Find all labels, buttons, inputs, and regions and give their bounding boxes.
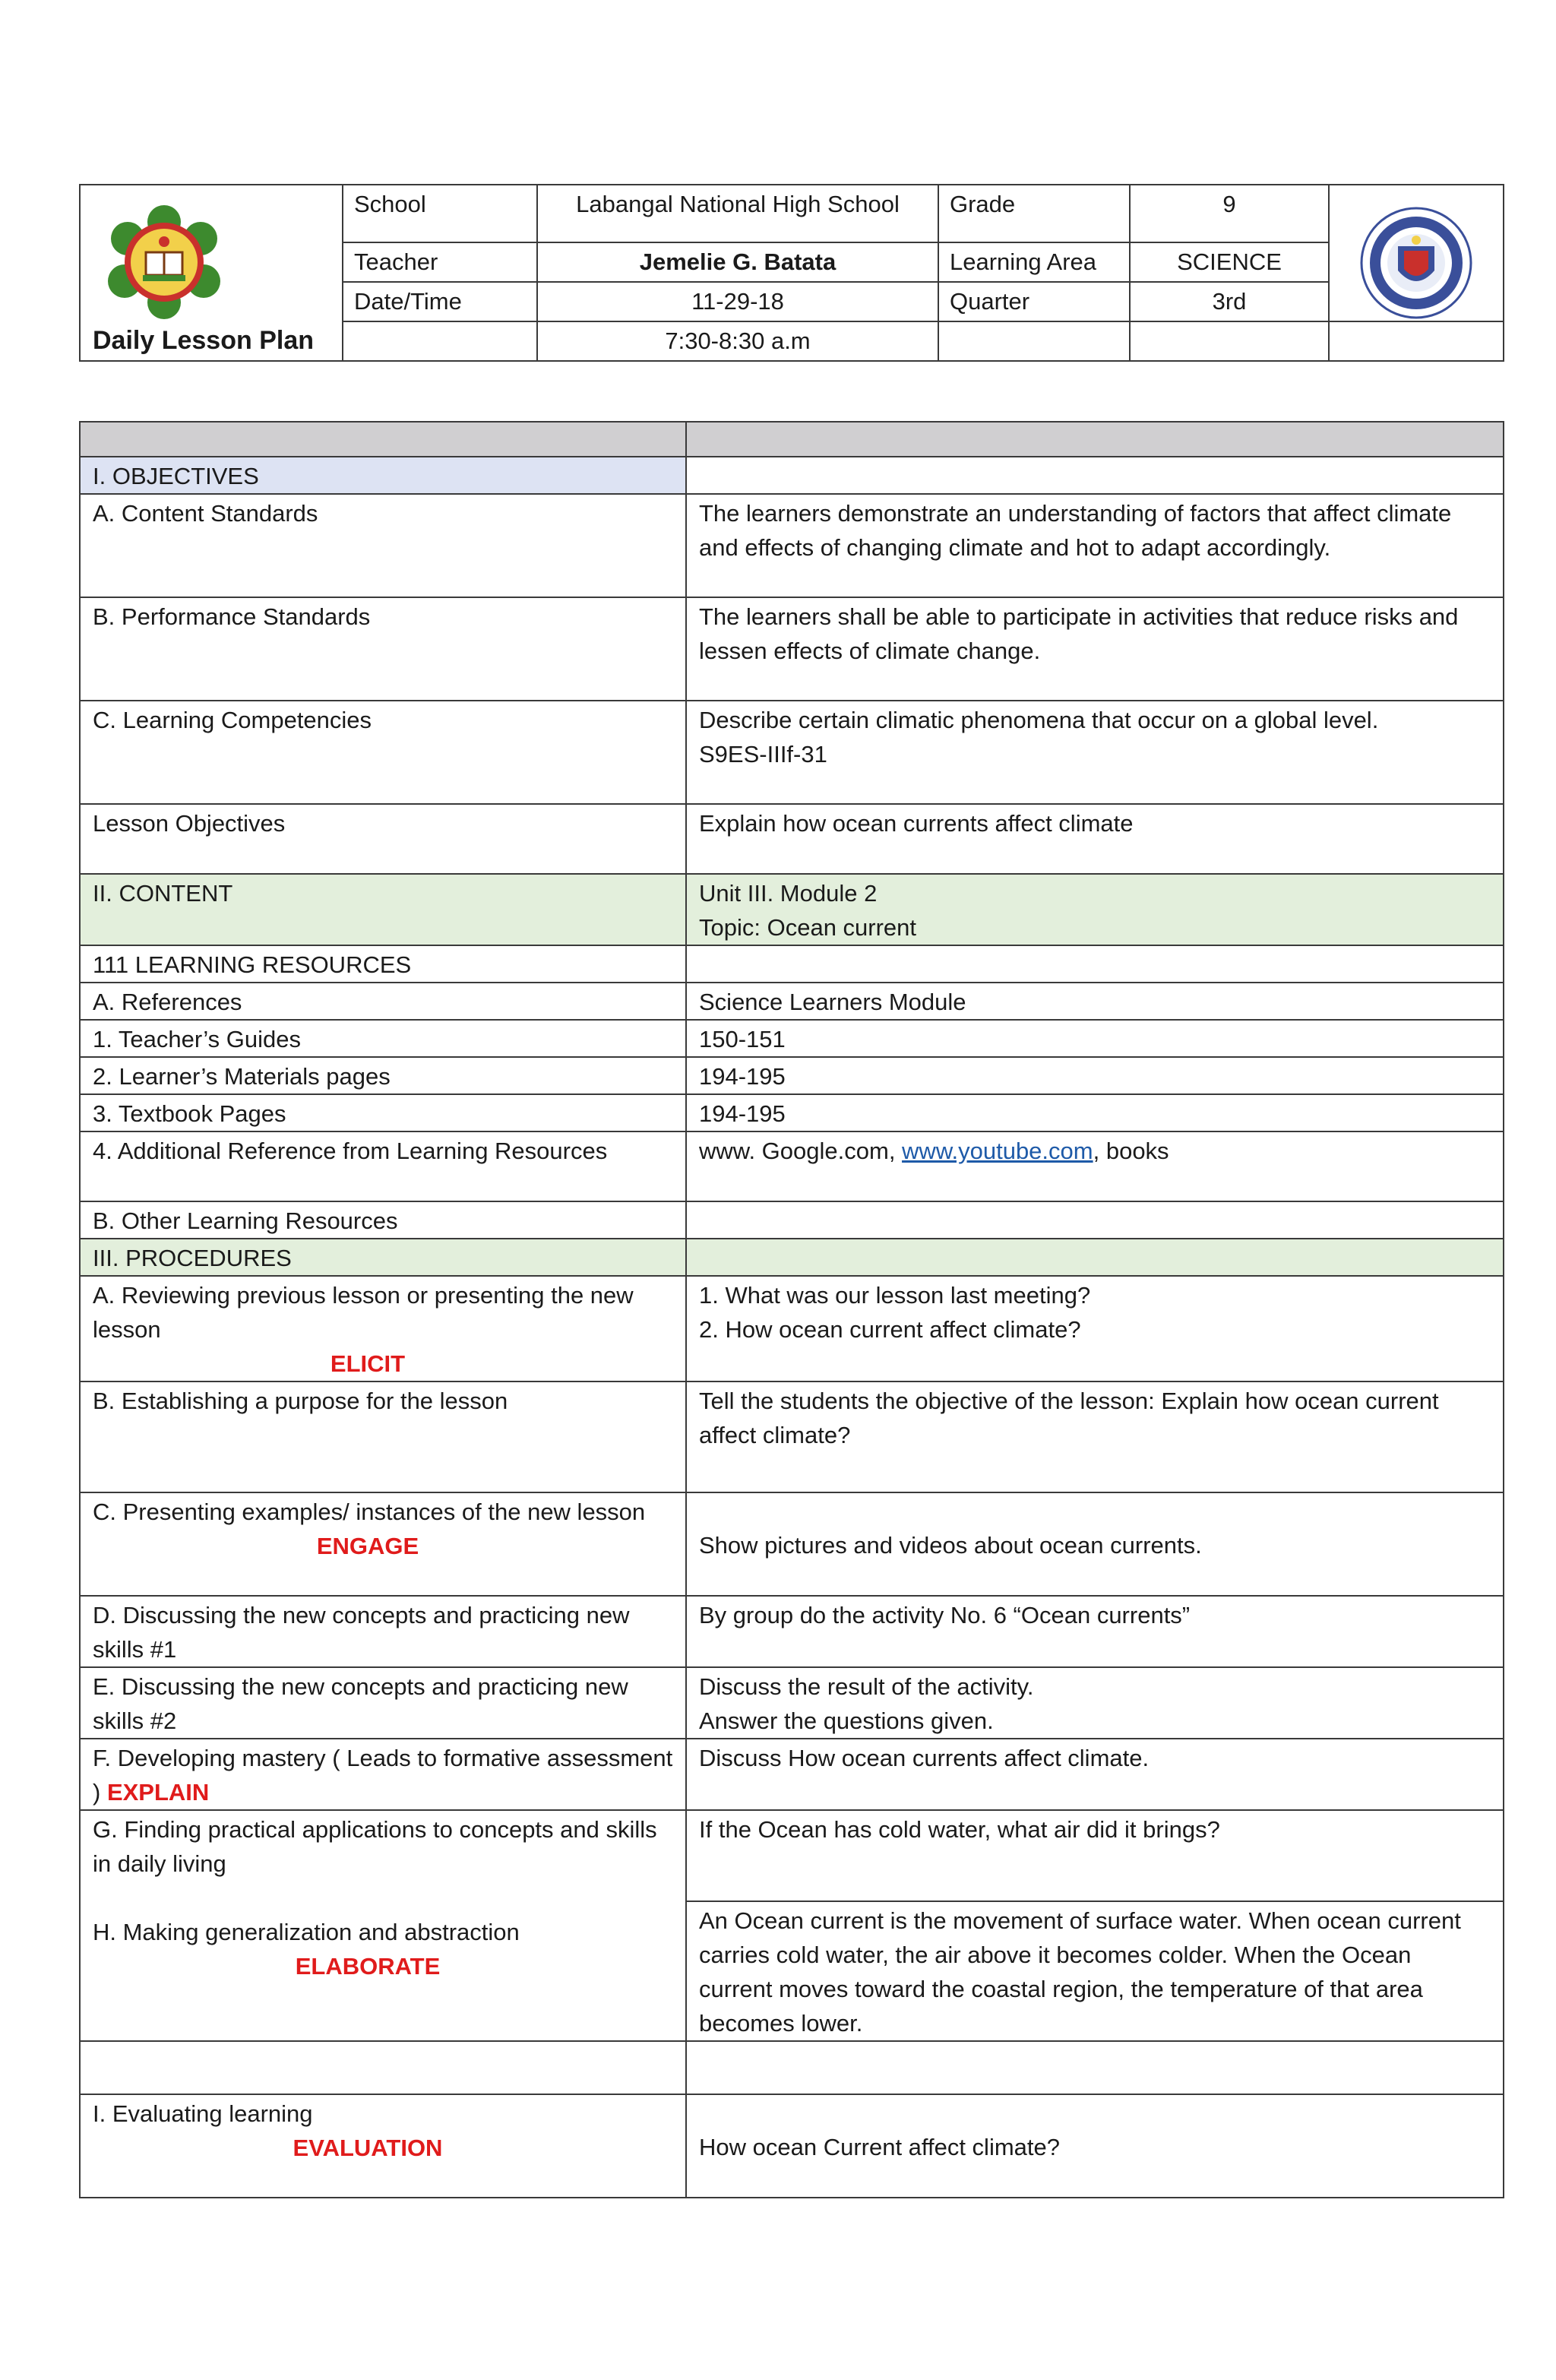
procedure-e-line: Answer the questions given. — [699, 1707, 994, 1734]
table-row — [80, 457, 1504, 494]
objectives-heading: I. OBJECTIVES — [80, 457, 686, 494]
content-unit: Unit III. Module 2 — [699, 880, 878, 907]
performance-standards-label: B. Performance Standards — [80, 597, 686, 701]
school-label: School — [343, 185, 537, 242]
procedure-f-label: F. Developing mastery ( Leads to formative assessment ) — [93, 1745, 673, 1806]
explain-tag: EXPLAIN — [106, 1779, 210, 1806]
procedure-gh-cell — [80, 1810, 686, 2041]
table-row — [80, 804, 1504, 874]
procedure-d-label: D. Discussing the new concepts and practicing new skills #1 — [80, 1596, 686, 1667]
procedure-g-label: G. Finding practical applications to concepts and skills in daily living — [93, 1816, 657, 1877]
procedure-a-label: A. Reviewing previous lesson or presenting the new lesson — [93, 1282, 634, 1343]
document-title: Daily Lesson Plan — [93, 326, 314, 355]
learners-materials-label: 2. Learner’s Materials pages — [80, 1057, 686, 1094]
school-seal-icon — [103, 205, 225, 319]
youtube-link[interactable]: www.youtube.com — [902, 1138, 1093, 1164]
teacher-value: Jemelie G. Batata — [537, 242, 938, 282]
lesson-table — [79, 421, 1504, 2198]
procedures-heading: III. PROCEDURES — [80, 1239, 686, 1276]
procedure-i-label: I. Evaluating learning — [93, 2100, 313, 2127]
datetime-label: Date/Time — [343, 282, 537, 321]
procedure-h-label: H. Making generalization and abstraction — [93, 1919, 520, 1945]
empty-cell — [1329, 321, 1504, 361]
table-row — [80, 494, 1504, 597]
procedure-c-label: C. Presenting examples/ instances of the new lesson — [93, 1499, 646, 1525]
table-row — [80, 1381, 1504, 1492]
textbook-pages-label: 3. Textbook Pages — [80, 1094, 686, 1131]
table-row — [80, 1057, 1504, 1094]
school-value: Labangal National High School — [537, 185, 938, 242]
empty-cell — [686, 1201, 1504, 1239]
procedure-i-cell — [80, 2094, 686, 2198]
procedure-e-line: Discuss the result of the activity. — [699, 1673, 1034, 1700]
learning-resources-heading: 111 LEARNING RESOURCES — [80, 945, 686, 983]
grade-label: Grade — [938, 185, 1130, 242]
table-row — [80, 1094, 1504, 1131]
table-header-row — [80, 422, 1504, 457]
references-label: A. References — [80, 983, 686, 1020]
content-topic: Topic: Ocean current — [699, 914, 917, 941]
other-resources-label: B. Other Learning Resources — [80, 1201, 686, 1239]
deped-logo-cell — [1329, 185, 1504, 321]
date-value: 11-29-18 — [537, 282, 938, 321]
procedure-e-value — [686, 1667, 1504, 1739]
empty-cell — [80, 422, 686, 457]
learners-materials-value: 194-195 — [686, 1057, 1504, 1094]
procedure-a-cell — [80, 1276, 686, 1381]
teachers-guides-value: 150-151 — [686, 1020, 1504, 1057]
procedure-b-label: B. Establishing a purpose for the lesson — [80, 1381, 686, 1492]
competencies-line: Describe certain climatic phenomena that occur on a global level. — [699, 707, 1379, 733]
table-row — [80, 2041, 1504, 2094]
lesson-objectives-label: Lesson Objectives — [80, 804, 686, 874]
empty-cell — [686, 457, 1504, 494]
school-logo-cell — [80, 185, 343, 361]
elaborate-tag: ELABORATE — [295, 1953, 441, 1980]
procedure-b-value: Tell the students the objective of the lesson: Explain how ocean current affect climate? — [686, 1381, 1504, 1492]
table-row — [80, 701, 1504, 804]
teachers-guides-label: 1. Teacher’s Guides — [80, 1020, 686, 1057]
procedure-f-value: Discuss How ocean currents affect climate. — [686, 1739, 1504, 1810]
learning-competencies-label: C. Learning Competencies — [80, 701, 686, 804]
deped-seal-icon — [1360, 207, 1472, 319]
engage-tag: ENGAGE — [316, 1533, 419, 1559]
learning-area-value: SCIENCE — [1130, 242, 1329, 282]
table-row — [80, 597, 1504, 701]
additional-reference-label: 4. Additional Reference from Learning Resources — [80, 1131, 686, 1201]
table-row — [80, 1492, 1504, 1596]
content-value — [686, 874, 1504, 945]
table-row — [80, 1020, 1504, 1057]
header-table — [79, 184, 1504, 362]
procedure-a-question: 2. How ocean current affect climate? — [699, 1316, 1081, 1343]
table-row — [80, 1810, 1504, 1901]
grade-value: 9 — [1130, 185, 1329, 242]
procedure-c-cell — [80, 1492, 686, 1596]
elicit-tag: ELICIT — [330, 1350, 406, 1377]
table-row — [80, 2094, 1504, 2198]
table-row — [80, 983, 1504, 1020]
empty-cell — [686, 945, 1504, 983]
additional-reference-text: www. Google.com, — [699, 1138, 903, 1164]
table-row — [80, 1239, 1504, 1276]
learning-competencies-value — [686, 701, 1504, 804]
table-row — [80, 874, 1504, 945]
procedure-d-value: By group do the activity No. 6 “Ocean currents” — [686, 1596, 1504, 1667]
quarter-label: Quarter — [938, 282, 1130, 321]
empty-cell — [80, 2041, 686, 2094]
competency-code: S9ES-IIIf-31 — [699, 741, 827, 767]
table-row — [80, 1201, 1504, 1239]
time-value: 7:30-8:30 a.m — [537, 321, 938, 361]
empty-cell — [686, 422, 1504, 457]
empty-cell — [343, 321, 537, 361]
procedure-e-label: E. Discussing the new concepts and practicing new skills #2 — [80, 1667, 686, 1739]
teacher-label: Teacher — [343, 242, 537, 282]
table-row — [80, 1596, 1504, 1667]
content-heading: II. CONTENT — [80, 874, 686, 945]
procedure-g-value: If the Ocean has cold water, what air did it brings? — [686, 1810, 1504, 1901]
procedure-f-cell — [80, 1739, 686, 1810]
content-standards-label: A. Content Standards — [80, 494, 686, 597]
performance-standards-value: The learners shall be able to participate in activities that reduce risks and lessen effects of climate change. — [686, 597, 1504, 701]
procedure-a-question: 1. What was our lesson last meeting? — [699, 1282, 1091, 1309]
table-row — [80, 1739, 1504, 1810]
procedure-i-value: How ocean Current affect climate? — [686, 2094, 1504, 2198]
procedure-h-value: An Ocean current is the movement of surface water. When ocean current carries cold water, the air above it becomes colder. When the Ocean current moves toward the coastal region, the temperature of that area becomes lower. — [686, 1901, 1504, 2041]
table-row — [80, 1667, 1504, 1739]
empty-cell — [686, 1239, 1504, 1276]
learning-area-label: Learning Area — [938, 242, 1130, 282]
procedure-c-value: Show pictures and videos about ocean currents. — [686, 1492, 1504, 1596]
spacer — [93, 1881, 673, 1915]
table-row — [80, 945, 1504, 983]
references-value: Science Learners Module — [686, 983, 1504, 1020]
empty-cell — [686, 2041, 1504, 2094]
evaluation-tag: EVALUATION — [293, 2135, 443, 2161]
additional-reference-value — [686, 1131, 1504, 1201]
quarter-value: 3rd — [1130, 282, 1329, 321]
textbook-pages-value: 194-195 — [686, 1094, 1504, 1131]
lesson-objectives-value: Explain how ocean currents affect climate — [686, 804, 1504, 874]
content-standards-value: The learners demonstrate an understanding of factors that affect climate and effects of changing climate and hot to adapt accordingly. — [686, 494, 1504, 597]
table-row — [80, 1276, 1504, 1381]
procedure-a-value — [686, 1276, 1504, 1381]
empty-cell — [1130, 321, 1329, 361]
table-row — [80, 1131, 1504, 1201]
empty-cell — [938, 321, 1130, 361]
additional-reference-text: , books — [1093, 1138, 1169, 1164]
